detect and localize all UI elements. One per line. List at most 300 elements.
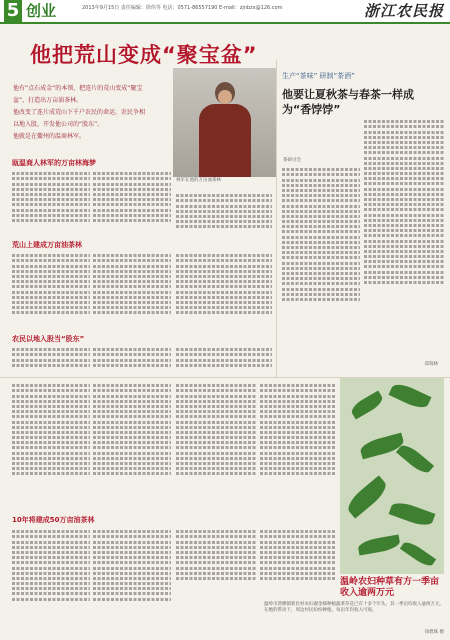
text-line <box>364 188 444 191</box>
text-line <box>12 209 90 212</box>
text-line <box>93 431 171 434</box>
leaf-shape <box>396 441 434 476</box>
text-line <box>282 205 360 208</box>
lead-headline: 他把荒山变成“聚宝盆” <box>30 43 258 67</box>
text-line <box>260 384 336 387</box>
text-line <box>93 587 171 590</box>
text-line <box>176 275 272 278</box>
text-line <box>176 410 256 413</box>
body-column <box>176 382 256 512</box>
text-line <box>93 203 171 206</box>
text-line <box>93 193 171 196</box>
bottom-right-headline: 温岭农妇种草有方一季亩收入逾两万元 <box>340 577 440 598</box>
text-line <box>260 395 336 398</box>
text-line <box>282 225 360 228</box>
text-line <box>12 353 90 356</box>
text-line <box>176 291 272 294</box>
text-line <box>93 541 171 544</box>
text-line <box>93 296 171 299</box>
text-line <box>93 348 171 351</box>
text-line <box>176 199 272 202</box>
text-line <box>260 426 336 429</box>
leaf-shape <box>389 499 436 529</box>
leaf-shape <box>357 534 401 555</box>
text-line <box>93 219 171 222</box>
text-line <box>93 270 171 273</box>
text-line <box>93 265 171 268</box>
text-line <box>93 415 171 418</box>
text-line <box>176 194 272 197</box>
text-line <box>93 311 171 314</box>
text-line <box>282 194 360 197</box>
text-line <box>93 209 171 212</box>
text-line <box>93 177 171 180</box>
text-line <box>176 577 256 580</box>
text-line <box>93 405 171 408</box>
text-line <box>12 384 90 387</box>
text-line <box>282 282 360 285</box>
text-line <box>12 592 90 595</box>
intro-line: 他有“点石成金”的本领，把连片的荒山变成“聚宝 <box>13 85 143 92</box>
text-line <box>364 255 444 258</box>
text-line <box>93 530 171 533</box>
body-column <box>12 252 90 334</box>
text-line <box>282 199 360 202</box>
text-line <box>93 467 171 470</box>
text-line <box>364 271 444 274</box>
text-line <box>176 395 256 398</box>
text-line <box>12 198 90 201</box>
text-line <box>93 592 171 595</box>
text-line <box>93 577 171 580</box>
text-line <box>176 556 256 559</box>
text-line <box>282 288 360 291</box>
text-line <box>364 224 444 227</box>
text-line <box>260 572 336 575</box>
subhead-3: 农民以地入股当“股东” <box>12 335 85 343</box>
text-line <box>12 296 90 299</box>
text-line <box>176 389 256 392</box>
text-line <box>260 389 336 392</box>
header-rule <box>0 22 450 24</box>
text-line <box>260 535 336 538</box>
text-line <box>176 561 256 564</box>
text-line <box>260 541 336 544</box>
text-line <box>282 293 360 296</box>
text-line <box>93 275 171 278</box>
text-line <box>176 441 256 444</box>
text-line <box>176 415 256 418</box>
body-column <box>12 382 90 512</box>
text-line <box>260 400 336 403</box>
subhead-2: 荒山上建成万亩油茶林 <box>12 241 82 249</box>
text-line <box>260 577 336 580</box>
text-line <box>176 220 272 223</box>
text-line <box>176 421 256 424</box>
right-story-kicker: 生产“茶味” 研制“茶酒” <box>282 72 355 80</box>
text-line <box>12 582 90 585</box>
text-line <box>176 265 272 268</box>
text-line <box>176 431 256 434</box>
text-line <box>364 193 444 196</box>
text-line <box>12 359 90 362</box>
text-line <box>93 395 171 398</box>
right-story-headline: 他要让夏秋茶与春茶一样成为“香饽饽” <box>282 88 414 116</box>
text-line <box>12 291 90 294</box>
right-story-caption: 茶研讨会 <box>283 158 301 163</box>
text-line <box>176 306 272 309</box>
text-line <box>12 572 90 575</box>
text-line <box>364 125 444 128</box>
text-line <box>260 556 336 559</box>
body-column <box>93 170 171 240</box>
text-line <box>93 426 171 429</box>
text-line <box>364 203 444 206</box>
subhead-1: 瓯温商人林军的万亩林海梦 <box>12 159 96 167</box>
masthead: 浙江农民报 <box>363 2 444 20</box>
text-line <box>12 214 90 217</box>
text-line <box>176 405 256 408</box>
text-line <box>176 551 256 554</box>
text-line <box>93 301 171 304</box>
text-line <box>260 530 336 533</box>
text-line <box>93 567 171 570</box>
text-line <box>176 446 256 449</box>
text-line <box>282 173 360 176</box>
subhead-4: 10年将建成50万亩油茶林 <box>12 516 95 524</box>
text-line <box>93 364 171 367</box>
text-line <box>176 348 272 351</box>
text-line <box>364 182 444 185</box>
text-line <box>93 561 171 564</box>
text-line <box>93 457 171 460</box>
text-line <box>176 452 256 455</box>
text-line <box>12 188 90 191</box>
body-column <box>176 252 272 334</box>
text-line <box>260 457 336 460</box>
text-line <box>93 472 171 475</box>
text-line <box>93 291 171 294</box>
text-line <box>12 389 90 392</box>
body-column <box>93 252 171 334</box>
text-line <box>176 225 272 228</box>
text-line <box>364 240 444 243</box>
body-column <box>93 382 171 512</box>
text-line <box>364 131 444 134</box>
text-line <box>12 551 90 554</box>
text-line <box>364 146 444 149</box>
text-line <box>176 546 256 549</box>
text-line <box>282 168 360 171</box>
text-line <box>282 236 360 239</box>
text-line <box>12 541 90 544</box>
leaf-shape <box>359 433 406 460</box>
text-line <box>93 359 171 362</box>
body-column <box>364 118 444 362</box>
text-line <box>12 598 90 601</box>
text-line <box>176 436 256 439</box>
text-line <box>176 301 272 304</box>
text-line <box>12 446 90 449</box>
intro-line: 盆”，打造出万亩油茶林。 <box>13 97 83 104</box>
text-line <box>282 256 360 259</box>
text-line <box>12 301 90 304</box>
leaf-shape <box>349 390 385 419</box>
text-line <box>364 276 444 279</box>
text-line <box>93 259 171 262</box>
text-line <box>93 353 171 356</box>
text-line <box>282 215 360 218</box>
text-line <box>282 262 360 265</box>
text-line <box>93 546 171 549</box>
text-line <box>12 405 90 408</box>
text-line <box>12 567 90 570</box>
text-line <box>12 462 90 465</box>
text-line <box>12 415 90 418</box>
text-line <box>260 462 336 465</box>
body-column <box>176 192 272 240</box>
text-line <box>176 296 272 299</box>
text-line <box>12 280 90 283</box>
body-column <box>260 382 336 512</box>
text-line <box>176 353 272 356</box>
text-line <box>364 229 444 232</box>
text-line <box>364 167 444 170</box>
text-line <box>12 587 90 590</box>
right-story-author: 郑瑞林 <box>424 362 438 367</box>
body-column <box>176 528 256 598</box>
photo-credit: 徐碧珠 摄 <box>424 630 444 635</box>
text-line <box>12 472 90 475</box>
plant-photo <box>340 378 444 574</box>
text-line <box>364 141 444 144</box>
text-line <box>364 162 444 165</box>
text-line <box>282 298 360 301</box>
text-line <box>282 277 360 280</box>
text-line <box>93 462 171 465</box>
text-line <box>12 348 90 351</box>
text-line <box>176 280 272 283</box>
text-line <box>282 179 360 182</box>
text-line <box>176 400 256 403</box>
text-line <box>93 214 171 217</box>
text-line <box>12 265 90 268</box>
column-divider <box>276 60 277 378</box>
text-line <box>282 241 360 244</box>
text-line <box>176 572 256 575</box>
text-line <box>12 441 90 444</box>
text-line <box>364 136 444 139</box>
text-line <box>12 561 90 564</box>
leaf-shape <box>344 475 391 518</box>
text-line <box>93 183 171 186</box>
text-line <box>93 441 171 444</box>
text-line <box>176 259 272 262</box>
text-line <box>176 567 256 570</box>
header-info: 2013年9月15日 责任编辑：徐伟等 电话：0571-86557190 E-mail：zjnbzx@126.com <box>82 5 283 11</box>
text-line <box>12 270 90 273</box>
text-line <box>93 306 171 309</box>
text-line <box>176 384 256 387</box>
text-line <box>364 208 444 211</box>
text-line <box>93 421 171 424</box>
intro-line: 他改变了连片成荒山下千户农民的命运，农民争相 <box>13 109 146 116</box>
photo-person-body <box>199 104 251 177</box>
text-line <box>364 265 444 268</box>
text-line <box>176 210 272 213</box>
intro-line: 以地入股，开发他公司的“股东”。 <box>13 121 104 128</box>
text-line <box>260 467 336 470</box>
text-line <box>12 452 90 455</box>
text-line <box>282 251 360 254</box>
text-line <box>12 431 90 434</box>
text-line <box>12 219 90 222</box>
text-line <box>12 467 90 470</box>
text-line <box>93 254 171 257</box>
text-line <box>12 183 90 186</box>
text-line <box>12 577 90 580</box>
text-line <box>12 203 90 206</box>
text-line <box>364 120 444 123</box>
text-line <box>12 193 90 196</box>
body-column <box>282 166 360 362</box>
text-line <box>364 234 444 237</box>
leaf-shape <box>400 539 436 569</box>
body-column <box>12 170 90 240</box>
text-line <box>93 280 171 283</box>
text-line <box>12 254 90 257</box>
text-line <box>260 561 336 564</box>
text-line <box>176 364 272 367</box>
body-column <box>260 528 336 598</box>
text-line <box>93 598 171 601</box>
text-line <box>93 198 171 201</box>
text-line <box>282 184 360 187</box>
text-line <box>364 214 444 217</box>
text-line <box>93 384 171 387</box>
text-line <box>93 452 171 455</box>
text-line <box>93 400 171 403</box>
text-line <box>93 556 171 559</box>
text-line <box>260 415 336 418</box>
text-line <box>282 246 360 249</box>
text-line <box>93 436 171 439</box>
text-line <box>12 556 90 559</box>
section-name: 创业 <box>26 2 57 20</box>
text-line <box>364 172 444 175</box>
text-line <box>93 535 171 538</box>
text-line <box>12 436 90 439</box>
text-line <box>176 462 256 465</box>
text-line <box>364 245 444 248</box>
intro-line: 他就是在衢州的温商林军。 <box>13 133 86 140</box>
text-line <box>364 219 444 222</box>
text-line <box>12 530 90 533</box>
page-number: 5 <box>4 0 22 22</box>
text-line <box>176 467 256 470</box>
text-line <box>93 410 171 413</box>
text-line <box>93 572 171 575</box>
text-line <box>260 546 336 549</box>
text-line <box>12 364 90 367</box>
text-line <box>12 285 90 288</box>
body-column <box>12 528 90 628</box>
photo-caption: 林军在他的万亩油茶林 <box>176 178 221 183</box>
text-line <box>176 285 272 288</box>
text-line <box>176 270 272 273</box>
text-line <box>260 441 336 444</box>
text-line <box>282 230 360 233</box>
text-line <box>364 260 444 263</box>
text-line <box>12 395 90 398</box>
text-line <box>282 220 360 223</box>
text-line <box>12 306 90 309</box>
text-line <box>260 446 336 449</box>
text-line <box>12 275 90 278</box>
text-line <box>12 400 90 403</box>
lead-photo <box>173 68 276 177</box>
text-line <box>260 431 336 434</box>
text-line <box>282 272 360 275</box>
text-line <box>364 157 444 160</box>
text-line <box>260 551 336 554</box>
text-line <box>93 389 171 392</box>
text-line <box>260 405 336 408</box>
leaf-shape <box>388 380 431 411</box>
text-line <box>176 472 256 475</box>
text-line <box>176 535 256 538</box>
text-line <box>12 535 90 538</box>
text-line <box>364 198 444 201</box>
text-line <box>282 267 360 270</box>
text-line <box>282 189 360 192</box>
text-line <box>93 582 171 585</box>
text-line <box>93 446 171 449</box>
photo-person-face <box>218 90 232 104</box>
text-line <box>12 426 90 429</box>
text-line <box>12 457 90 460</box>
text-line <box>364 177 444 180</box>
text-line <box>260 410 336 413</box>
text-line <box>260 472 336 475</box>
text-line <box>282 210 360 213</box>
text-line <box>12 177 90 180</box>
text-line <box>93 188 171 191</box>
text-line <box>176 426 256 429</box>
text-line <box>176 359 272 362</box>
bottom-right-summary: 温岭市箬横镇新民村农妇谢金娣种植蔬菜草花已有十多个年头，其一季亩均收入逾两万元。在她的带动下，周边村民纷纷种植，每亩年均收入可观。 <box>264 602 444 613</box>
text-line <box>12 172 90 175</box>
text-line <box>364 250 444 253</box>
body-column <box>176 346 272 376</box>
text-line <box>93 551 171 554</box>
text-line <box>93 285 171 288</box>
text-line <box>176 541 256 544</box>
text-line <box>12 311 90 314</box>
text-line <box>93 172 171 175</box>
text-line <box>176 205 272 208</box>
text-line <box>12 259 90 262</box>
text-line <box>176 215 272 218</box>
text-line <box>364 151 444 154</box>
text-line <box>176 530 256 533</box>
text-line <box>260 421 336 424</box>
body-column <box>93 528 171 628</box>
text-line <box>260 436 336 439</box>
text-line <box>176 311 272 314</box>
text-line <box>12 410 90 413</box>
text-line <box>176 457 256 460</box>
